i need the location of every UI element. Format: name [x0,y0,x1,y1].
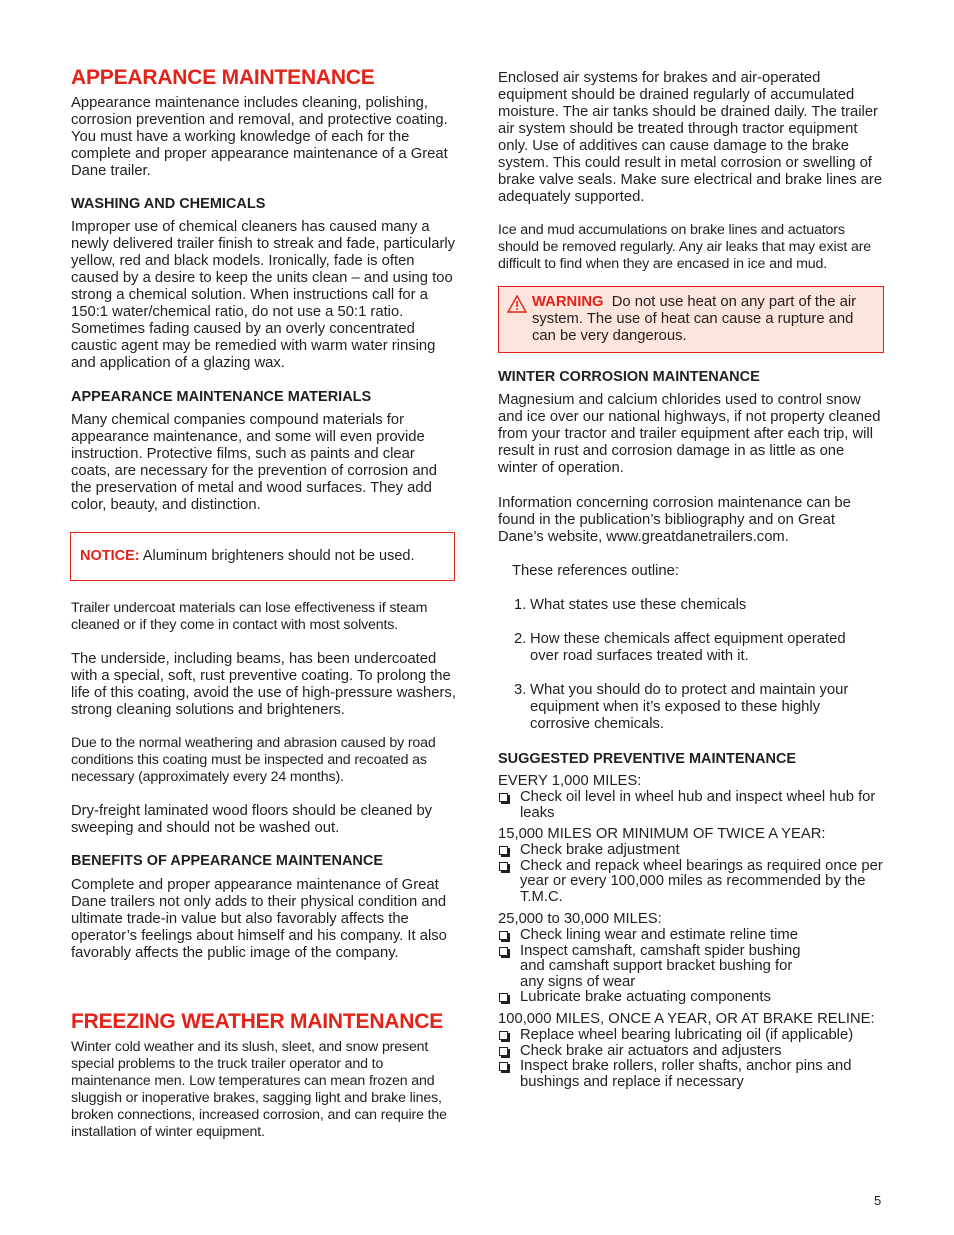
schedule-interval: EVERY 1,000 MILES: [498,773,642,789]
air-systems-text: Enclosed air systems for brakes and air-operated equipment should be drained regularly of accumulated moisture. The air tanks should be drained daily. The trailer air system should be treated through tractor equipment only. Use of additives can cause damage to the brake system. This could result in metal corrosion or swelling of brake valve seals. Make sure electrical and brake lines are adequately supported. [498,70,883,205]
schedule-interval: 25,000 to 30,000 MILES: [498,911,662,927]
schedule-group [498,826,884,905]
benefits-heading: BENEFITS OF APPEARANCE MAINTENANCE [71,853,384,869]
corrosion-info-text: Information concerning corrosion maintenance can be found in the publication’s bibliography and on Great Dane’s website, www.greatdanetrailers.com. [498,495,851,545]
checkbox-icon [499,931,508,940]
checklist-item: Check brake adjustment [498,843,884,859]
checklist-item: Lubricate brake actuating components [498,990,884,1006]
checklist-item: Inspect brake rollers, roller shafts, anchor pins and bushings and replace if necessary [498,1059,884,1090]
references-list [498,597,878,750]
checklist-item: Check and repack wheel bearings as required once per year or every 100,000 miles as recommended by the T.M.C. [498,859,884,906]
ice-mud-text: Ice and mud accumulations on brake lines and actuators should be removed regularly. Any air leaks that may exist are difficult to find when they are encased in ice and mud. [498,222,872,272]
schedule-interval: 15,000 MILES OR MINIMUM OF TWICE A YEAR: [498,826,826,842]
references-intro: These references outline: [512,563,679,579]
notice-box [70,532,455,581]
warning-label: WARNING [532,294,604,310]
checkbox-icon [499,993,508,1002]
appearance-intro: Appearance maintenance includes cleaning, polishing, corrosion prevention and removal, and protective coating. You must have a working knowledge of each for the complete and proper appearance maintenance of a Great Dane trailer. [71,95,448,179]
notice-line [80,548,450,565]
weathering-text: Due to the normal weathering and abrasion caused by road conditions this coating must be inspected and recoated as necessary (approximately every 24 months). [71,735,436,785]
benefits-text: Complete and proper appearance maintenance of Great Dane trailers not only adds to their physical condition and ultimate trade-in value but also favorably affects the operator’s feelings about himself and his company. It also favorably affects the public image of the company. [71,877,447,961]
checkbox-icon [499,1031,508,1040]
list-item: 2. How these chemicals affect equipment operated over road surfaces treated with it. [514,631,846,664]
appearance-maintenance-title: APPEARANCE MAINTENANCE [71,66,375,89]
checkbox-icon [499,846,508,855]
materials-text: Many chemical companies compound materials for appearance maintenance, and some will even provide instruction. Protective films, such as paints and clear coats, are necessary for the prevention of corrosion and the preservation of metal and wood surfaces. They add color, beauty, and distinction. [71,412,438,513]
floors-text: Dry-freight laminated wood floors should be cleaned by sweeping and should not be washed out. [71,803,433,836]
schedule-group [498,911,884,1006]
warning-line [532,294,877,345]
materials-heading: APPEARANCE MAINTENANCE MATERIALS [71,389,372,405]
checklist-item: Inspect camshaft, camshaft spider bushing and camshaft support bracket bushing for any signs of wear [498,944,820,991]
winter-corrosion-text: Magnesium and calcium chlorides used to control snow and ice over our national highways, if not property cleaned from your tractor and trailer equipment after each trip, will result in rust and corrosion damage in as little as one winter of operation. [498,392,881,476]
schedule-interval: 100,000 MILES, ONCE A YEAR, OR AT BRAKE RELINE: [498,1011,875,1027]
winter-corrosion-heading: WINTER CORROSION MAINTENANCE [498,369,760,385]
checkbox-icon [499,1047,508,1056]
list-item: 3. What you should do to protect and maintain your equipment when it’s exposed to these highly corrosive chemicals. [514,682,849,732]
schedule-group [498,773,884,821]
checklist-item: Check lining wear and estimate reline time [498,928,884,944]
checkbox-icon [499,947,508,956]
notice-label: NOTICE: [80,548,140,564]
checklist-item: Check brake air actuators and adjusters [498,1044,884,1060]
page-number: 5 [874,1193,882,1208]
checklist-item: Check oil level in wheel hub and inspect wheel hub for leaks [498,790,884,821]
washing-heading: WASHING AND CHEMICALS [71,196,266,212]
underside-text: The underside, including beams, has been undercoated with a special, soft, rust preventive coating. To prolong the life of this coating, avoid the use of high-pressure washers, strong cleaning solutions and brighteners. [71,651,456,718]
freezing-weather-title: FREEZING WEATHER MAINTENANCE [71,1010,444,1033]
warning-box [498,286,884,353]
warning-triangle-icon [507,295,527,313]
checkbox-icon [499,1062,508,1071]
checkbox-icon [499,793,508,802]
checkbox-icon [499,862,508,871]
checklist-item: Replace wheel bearing lubricating oil (if applicable) [498,1028,884,1044]
list-item: 1. What states use these chemicals [514,597,747,613]
warning-text: Do not use heat on any part of the air system. The use of heat can cause a rupture and can be very dangerous. [532,294,857,344]
preventive-maintenance-heading: SUGGESTED PREVENTIVE MAINTENANCE [498,751,797,767]
schedule-group [498,1011,884,1090]
undercoat-text: Trailer undercoat materials can lose effectiveness if steam cleaned or if they come in contact with most solvents. [71,600,428,633]
washing-text: Improper use of chemical cleaners has caused many a newly delivered trailer finish to streak and fade, particularly yellow, red and black models. Ironically, fade is often caused by a desire to keep the units clean – and using too strong a chemical solution. When instructions call for a 150:1 water/chemical ratio, do not use a 50:1 ratio. Sometimes fading caused by an overly concentrated caustic agent may be remedied with warm water rinsing and application of a glazing wax. [71,219,456,371]
freezing-text: Winter cold weather and its slush, sleet, and snow present special problems to the truck trailer operator and to maintenance men. Low temperatures can mean frozen and sluggish or inoperative brakes, sagging light and brake lines, broken connections, increased corrosion, and can require the installation of winter equipment. [71,1039,447,1140]
notice-text: Aluminum brighteners should not be used. [142,548,415,564]
